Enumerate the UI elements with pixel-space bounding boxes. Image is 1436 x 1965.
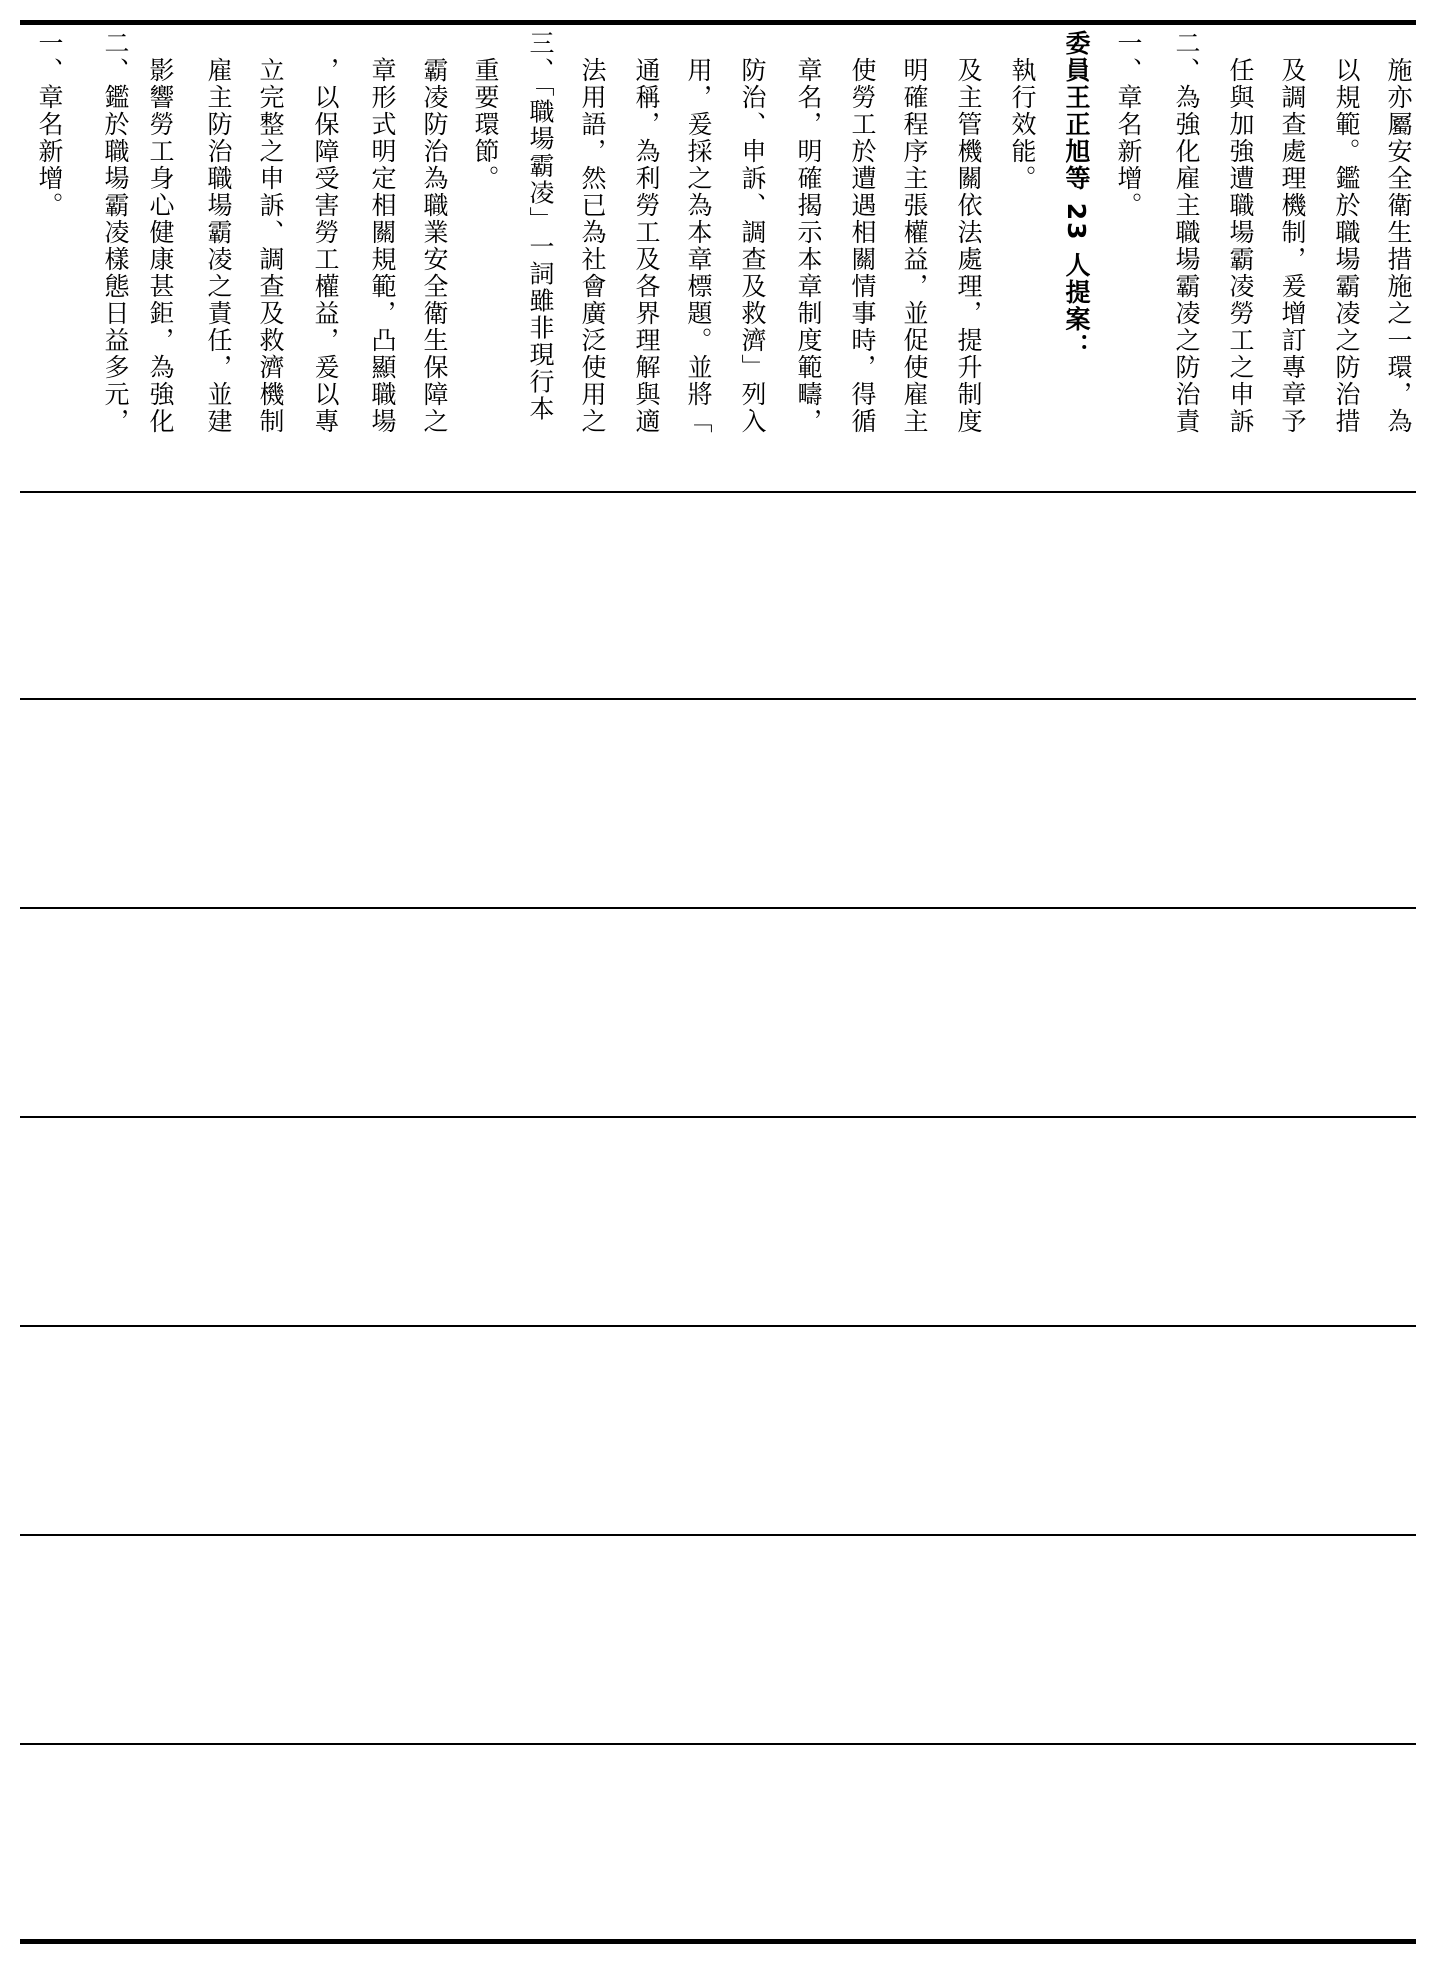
text-column: 重要環節。 — [471, 30, 500, 192]
text-column: 施亦屬安全衛生措施之一環，為 — [1384, 30, 1413, 435]
text-column: 執行效能。 — [1008, 30, 1037, 192]
top-border — [20, 20, 1416, 25]
row-divider — [20, 491, 1416, 493]
row-divider — [20, 1325, 1416, 1327]
text-column: 通稱，為利勞工及各界理解與適 — [632, 30, 661, 435]
text-column: 及調查處理機制，爰增訂專章予 — [1278, 30, 1307, 435]
proposer-heading: 委員王正旭等 23 人提案： — [1062, 30, 1091, 361]
row-divider — [20, 1534, 1416, 1536]
text-column: 二、鑑於職場霸凌樣態日益多元， — [101, 30, 130, 435]
text-column: 影響勞工身心健康甚鉅，為強化 — [146, 30, 175, 435]
text-column: 一、章名新增。 — [35, 30, 64, 219]
text-column: 明確程序主張權益，並促使雇主 — [900, 30, 929, 435]
text-column: 章名，明確揭示本章制度範疇， — [794, 30, 823, 435]
row-divider — [20, 698, 1416, 700]
text-column: 防治、申訴、調查及救濟」列入 — [738, 30, 767, 435]
row-divider — [20, 907, 1416, 909]
text-column: 雇主防治職場霸凌之責任，並建 — [204, 30, 233, 435]
text-column: 二、為強化雇主職場霸凌之防治責 — [1172, 30, 1201, 435]
text-column: 用，爰採之為本章標題。並將「 — [684, 30, 713, 435]
text-column: ，以保障受害勞工權益，爰以專 — [311, 30, 340, 435]
row-divider — [20, 1116, 1416, 1118]
text-column: 以規範。鑑於職場霸凌之防治措 — [1332, 30, 1361, 435]
text-column: 及主管機關依法處理，提升制度 — [954, 30, 983, 435]
text-column: 章形式明定相關規範，凸顯職場 — [368, 30, 397, 435]
text-column: 霸凌防治為職業安全衛生保障之 — [420, 30, 449, 435]
text-column: 立完整之申訴、調查及救濟機制 — [256, 30, 285, 435]
bottom-border — [20, 1939, 1416, 1944]
text-column: 使勞工於遭遇相關情事時，得循 — [848, 30, 877, 435]
text-column: 三、「職場霸凌」一詞雖非現行本 — [526, 30, 555, 423]
row-divider — [20, 1743, 1416, 1745]
text-column: 任與加強遭職場霸凌勞工之申訴 — [1226, 30, 1255, 435]
text-column: 法用語，然已為社會廣泛使用之 — [578, 30, 607, 435]
text-column: 一、章名新增。 — [1114, 30, 1143, 219]
